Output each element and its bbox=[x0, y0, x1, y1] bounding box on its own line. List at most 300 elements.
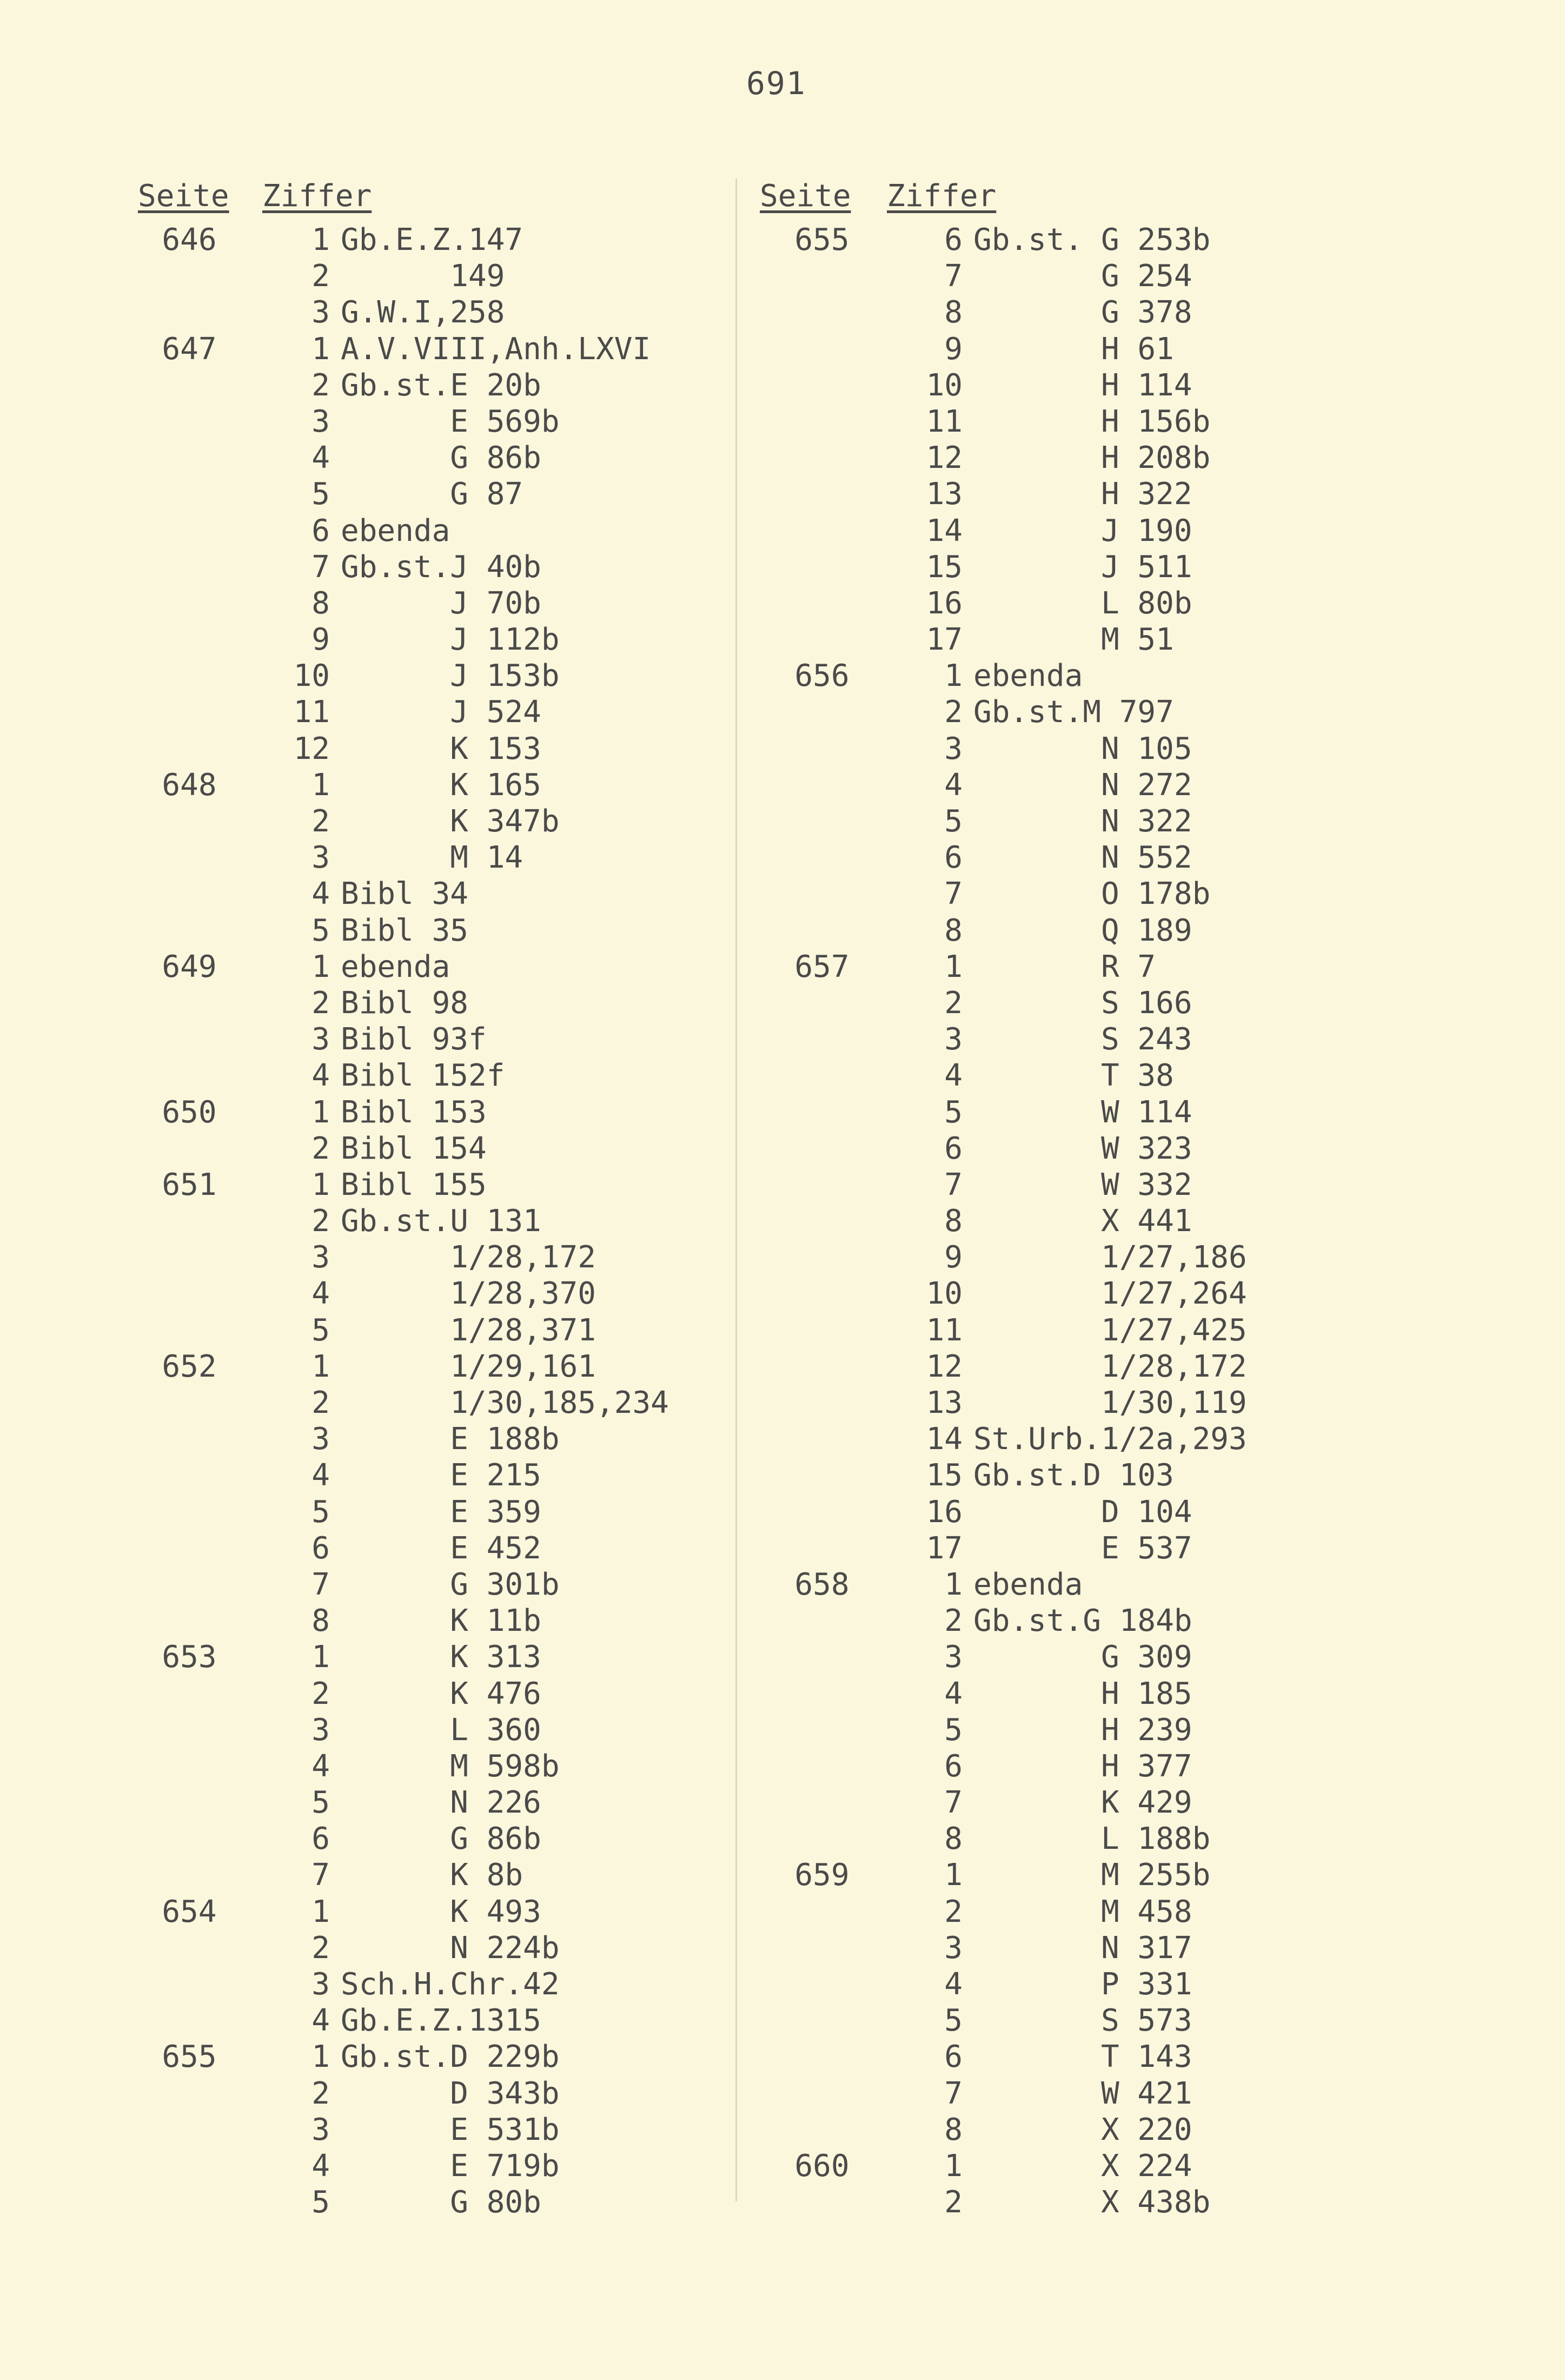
index-row bbox=[768, 258, 1471, 294]
index-row bbox=[768, 294, 1471, 330]
ziffer-cell: 12 bbox=[293, 731, 330, 766]
reference-cell: J 524 bbox=[341, 695, 541, 730]
ziffer-cell: 12 bbox=[926, 1348, 963, 1384]
index-row bbox=[135, 1057, 838, 1094]
index-row bbox=[135, 1821, 838, 1857]
ziffer-cell: 6 bbox=[944, 840, 963, 876]
ziffer-cell: 16 bbox=[926, 585, 963, 621]
seite-cell: 657 bbox=[794, 949, 850, 984]
ziffer-cell: 5 bbox=[944, 1712, 963, 1748]
index-row bbox=[768, 2002, 1471, 2039]
ziffer-cell: 1 bbox=[311, 1639, 330, 1675]
index-row bbox=[768, 1857, 1471, 1893]
ziffer-cell: 7 bbox=[944, 1167, 963, 1202]
index-row bbox=[768, 1748, 1471, 1784]
seite-cell: 647 bbox=[162, 331, 217, 367]
reference-cell: ebenda bbox=[341, 949, 450, 984]
ziffer-cell: 15 bbox=[926, 549, 963, 585]
index-row bbox=[135, 1021, 838, 1057]
ziffer-cell: 5 bbox=[944, 1094, 963, 1130]
reference-cell: P 331 bbox=[973, 1967, 1192, 2002]
reference-cell: E 719b bbox=[341, 2148, 560, 2184]
reference-cell: G 301b bbox=[341, 1566, 560, 1602]
reference-cell: K 153 bbox=[341, 731, 541, 766]
reference-cell: K 347b bbox=[341, 804, 560, 839]
ziffer-cell: 1 bbox=[311, 949, 330, 984]
reference-cell: Gb.st.J 40b bbox=[341, 549, 541, 585]
reference-cell: ebenda bbox=[973, 1566, 1083, 1602]
index-row bbox=[768, 513, 1471, 549]
ziffer-cell: 5 bbox=[311, 477, 330, 512]
reference-cell: K 493 bbox=[341, 1894, 541, 1929]
reference-cell: 1/27,425 bbox=[973, 1312, 1247, 1348]
ziffer-cell: 1 bbox=[311, 767, 330, 803]
ziffer-cell: 6 bbox=[311, 513, 330, 548]
ziffer-cell: 2 bbox=[311, 1676, 330, 1711]
ziffer-cell: 3 bbox=[944, 1930, 963, 1966]
ziffer-cell: 11 bbox=[926, 404, 963, 439]
index-row bbox=[135, 1676, 838, 1712]
ziffer-cell: 5 bbox=[944, 804, 963, 839]
index-row bbox=[768, 2184, 1471, 2220]
index-row bbox=[768, 222, 1471, 258]
reference-cell: H 185 bbox=[973, 1676, 1192, 1711]
index-row bbox=[135, 1712, 838, 1748]
index-row bbox=[768, 1494, 1471, 1530]
ziffer-cell: 3 bbox=[944, 1639, 963, 1675]
index-row bbox=[135, 2184, 838, 2220]
reference-cell: H 239 bbox=[973, 1712, 1192, 1748]
ziffer-cell: 12 bbox=[926, 440, 963, 476]
reference-cell: K 313 bbox=[341, 1639, 541, 1675]
index-row bbox=[768, 331, 1471, 367]
reference-cell: 1/27,186 bbox=[973, 1240, 1247, 1275]
reference-cell: H 156b bbox=[973, 404, 1211, 439]
ziffer-cell: 2 bbox=[311, 1204, 330, 1239]
ziffer-cell: 2 bbox=[944, 1603, 963, 1639]
ziffer-cell: 5 bbox=[311, 2185, 330, 2220]
index-row bbox=[768, 1421, 1471, 1457]
reference-cell: 1/28,172 bbox=[341, 1240, 596, 1275]
ziffer-cell: 13 bbox=[926, 1385, 963, 1420]
index-row bbox=[135, 767, 838, 803]
index-row bbox=[135, 1130, 838, 1167]
index-row bbox=[768, 1167, 1471, 1203]
index-row bbox=[768, 839, 1471, 876]
reference-cell: J 511 bbox=[973, 549, 1192, 585]
index-row bbox=[135, 985, 838, 1021]
index-row bbox=[768, 1130, 1471, 1167]
index-row bbox=[135, 1167, 838, 1203]
reference-cell: N 272 bbox=[973, 767, 1192, 803]
reference-cell: H 114 bbox=[973, 367, 1192, 403]
reference-cell: Bibl 155 bbox=[341, 1167, 487, 1202]
reference-cell: Gb.E.Z.1315 bbox=[341, 2003, 541, 2039]
index-row bbox=[135, 839, 838, 876]
ziffer-cell: 4 bbox=[311, 440, 330, 476]
index-row bbox=[768, 622, 1471, 658]
reference-cell: Gb.st.E 20b bbox=[341, 367, 541, 403]
reference-cell: N 105 bbox=[973, 731, 1192, 766]
ziffer-cell: 4 bbox=[944, 1058, 963, 1094]
index-row bbox=[768, 1566, 1471, 1603]
ziffer-cell: 8 bbox=[944, 295, 963, 330]
index-row bbox=[768, 1312, 1471, 1348]
ziffer-cell: 11 bbox=[926, 1312, 963, 1348]
ziffer-cell: 4 bbox=[311, 1458, 330, 1493]
ziffer-cell: 6 bbox=[944, 1748, 963, 1784]
index-row bbox=[768, 1385, 1471, 1421]
index-row bbox=[135, 1094, 838, 1130]
seite-cell: 656 bbox=[794, 658, 850, 694]
index-row bbox=[135, 1348, 838, 1385]
index-row bbox=[768, 1603, 1471, 1639]
reference-cell: K 476 bbox=[341, 1676, 541, 1711]
ziffer-cell: 2 bbox=[311, 2075, 330, 2111]
reference-cell: 1/28,370 bbox=[341, 1276, 596, 1312]
index-row bbox=[135, 803, 838, 839]
ziffer-cell: 4 bbox=[944, 1676, 963, 1711]
ziffer-cell: 3 bbox=[311, 1967, 330, 2002]
reference-cell: H 61 bbox=[973, 331, 1174, 367]
ziffer-cell: 2 bbox=[944, 695, 963, 730]
ziffer-cell: 2 bbox=[311, 1930, 330, 1966]
reference-cell: Bibl 98 bbox=[341, 985, 469, 1021]
ziffer-cell: 17 bbox=[926, 1530, 963, 1566]
index-row bbox=[768, 731, 1471, 767]
reference-cell: X 224 bbox=[973, 2148, 1192, 2184]
ziffer-cell: 2 bbox=[311, 1130, 330, 1166]
ziffer-cell: 3 bbox=[311, 2112, 330, 2147]
left-header-seite: Seite bbox=[138, 178, 229, 214]
reference-cell: L 188b bbox=[973, 1821, 1211, 1857]
reference-cell: H 377 bbox=[973, 1748, 1192, 1784]
index-row bbox=[135, 1639, 838, 1675]
ziffer-cell: 3 bbox=[311, 840, 330, 876]
index-row bbox=[135, 1930, 838, 1966]
index-row bbox=[135, 1203, 838, 1239]
seite-cell: 654 bbox=[162, 1894, 217, 1929]
reference-cell: G 86b bbox=[341, 1821, 541, 1857]
index-row bbox=[135, 694, 838, 730]
reference-cell: K 165 bbox=[341, 767, 541, 803]
reference-cell: Q 189 bbox=[973, 913, 1192, 948]
reference-cell: 1/28,371 bbox=[341, 1312, 596, 1348]
reference-cell: S 573 bbox=[973, 2003, 1192, 2039]
ziffer-cell: 1 bbox=[311, 1094, 330, 1130]
ziffer-cell: 3 bbox=[944, 1022, 963, 1057]
reference-cell: E 359 bbox=[341, 1494, 541, 1530]
index-row bbox=[768, 1057, 1471, 1094]
reference-cell: N 322 bbox=[973, 804, 1192, 839]
index-row bbox=[135, 440, 838, 476]
seite-cell: 658 bbox=[794, 1566, 850, 1602]
ziffer-cell: 1 bbox=[311, 222, 330, 257]
reference-cell: J 190 bbox=[973, 513, 1192, 548]
ziffer-cell: 4 bbox=[311, 1748, 330, 1784]
reference-cell: S 243 bbox=[973, 1022, 1192, 1057]
ziffer-cell: 1 bbox=[944, 658, 963, 694]
reference-cell: W 421 bbox=[973, 2075, 1192, 2111]
ziffer-cell: 15 bbox=[926, 1458, 963, 1493]
ziffer-cell: 1 bbox=[311, 1348, 330, 1384]
ziffer-cell: 11 bbox=[293, 695, 330, 730]
ziffer-cell: 8 bbox=[311, 585, 330, 621]
ziffer-cell: 4 bbox=[311, 1058, 330, 1094]
reference-cell: O 178b bbox=[973, 876, 1211, 912]
ziffer-cell: 6 bbox=[944, 222, 963, 257]
reference-cell: X 438b bbox=[973, 2185, 1211, 2220]
ziffer-cell: 2 bbox=[944, 1894, 963, 1929]
seite-cell: 652 bbox=[162, 1348, 217, 1384]
ziffer-cell: 8 bbox=[944, 1821, 963, 1857]
reference-cell: T 143 bbox=[973, 2039, 1192, 2075]
index-row bbox=[135, 2039, 838, 2075]
index-row bbox=[135, 1966, 838, 2002]
ziffer-cell: 9 bbox=[944, 331, 963, 367]
reference-cell: 1/29,161 bbox=[341, 1348, 596, 1384]
ziffer-cell: 6 bbox=[311, 1530, 330, 1566]
index-row bbox=[768, 658, 1471, 694]
reference-cell: R 7 bbox=[973, 949, 1156, 984]
ziffer-cell: 3 bbox=[944, 731, 963, 766]
ziffer-cell: 5 bbox=[311, 1785, 330, 1821]
index-row bbox=[768, 1530, 1471, 1566]
index-row bbox=[768, 2112, 1471, 2148]
index-row bbox=[768, 1348, 1471, 1385]
ziffer-cell: 10 bbox=[926, 1276, 963, 1312]
index-row bbox=[768, 404, 1471, 440]
reference-cell: L 80b bbox=[973, 585, 1192, 621]
index-row bbox=[768, 1239, 1471, 1275]
reference-cell: Gb.st. G 253b bbox=[973, 222, 1211, 257]
reference-cell: S 166 bbox=[973, 985, 1192, 1021]
reference-cell: M 598b bbox=[341, 1748, 560, 1784]
ziffer-cell: 14 bbox=[926, 1422, 963, 1457]
index-row bbox=[768, 1676, 1471, 1712]
index-row bbox=[768, 913, 1471, 949]
index-row bbox=[135, 1857, 838, 1893]
reference-cell: E 569b bbox=[341, 404, 560, 439]
ziffer-cell: 4 bbox=[311, 2148, 330, 2184]
reference-cell: Gb.E.Z.147 bbox=[341, 222, 523, 257]
index-row bbox=[135, 1494, 838, 1530]
ziffer-cell: 7 bbox=[944, 259, 963, 294]
reference-cell: 1/30,185,234 bbox=[341, 1385, 669, 1420]
index-row bbox=[135, 404, 838, 440]
right-header-seite: Seite bbox=[760, 178, 851, 214]
reference-cell: W 323 bbox=[973, 1130, 1192, 1166]
ziffer-cell: 3 bbox=[311, 1422, 330, 1457]
ziffer-cell: 5 bbox=[944, 2003, 963, 2039]
ziffer-cell: 8 bbox=[944, 913, 963, 948]
index-row bbox=[135, 1530, 838, 1566]
index-row bbox=[135, 622, 838, 658]
seite-cell: 653 bbox=[162, 1639, 217, 1675]
ziffer-cell: 3 bbox=[311, 295, 330, 330]
ziffer-cell: 4 bbox=[311, 2003, 330, 2039]
reference-cell: J 112b bbox=[341, 622, 560, 658]
seite-cell: 649 bbox=[162, 949, 217, 984]
ziffer-cell: 10 bbox=[926, 367, 963, 403]
index-row bbox=[135, 476, 838, 512]
ziffer-cell: 5 bbox=[311, 913, 330, 948]
ziffer-cell: 16 bbox=[926, 1494, 963, 1530]
index-row bbox=[768, 367, 1471, 404]
reference-cell: G 80b bbox=[341, 2185, 541, 2220]
ziffer-cell: 2 bbox=[311, 1385, 330, 1420]
ziffer-cell: 1 bbox=[311, 1894, 330, 1929]
reference-cell: Bibl 152f bbox=[341, 1058, 505, 1094]
index-row bbox=[135, 731, 838, 767]
ziffer-cell: 1 bbox=[944, 1857, 963, 1893]
reference-cell: 149 bbox=[341, 259, 505, 294]
index-row bbox=[768, 1966, 1471, 2002]
index-row bbox=[135, 2075, 838, 2112]
reference-cell: J 70b bbox=[341, 585, 541, 621]
reference-cell: 1/28,172 bbox=[973, 1348, 1247, 1384]
ziffer-cell: 10 bbox=[293, 658, 330, 694]
reference-cell: G.W.I,258 bbox=[341, 295, 505, 330]
ziffer-cell: 9 bbox=[311, 622, 330, 658]
reference-cell: 1/27,264 bbox=[973, 1276, 1247, 1312]
ziffer-cell: 3 bbox=[311, 1712, 330, 1748]
ziffer-cell: 1 bbox=[944, 2148, 963, 2184]
reference-cell: ebenda bbox=[973, 658, 1083, 694]
ziffer-cell: 7 bbox=[944, 1785, 963, 1821]
reference-cell: Gb.st.D 229b bbox=[341, 2039, 560, 2075]
ziffer-cell: 3 bbox=[311, 1240, 330, 1275]
reference-cell: E 537 bbox=[973, 1530, 1192, 1566]
index-row bbox=[768, 1894, 1471, 1930]
reference-cell: X 220 bbox=[973, 2112, 1192, 2147]
index-row bbox=[768, 476, 1471, 512]
ziffer-cell: 1 bbox=[311, 331, 330, 367]
index-row bbox=[768, 985, 1471, 1021]
ziffer-cell: 3 bbox=[311, 404, 330, 439]
ziffer-cell: 6 bbox=[311, 1821, 330, 1857]
ziffer-cell: 2 bbox=[944, 985, 963, 1021]
ziffer-cell: 7 bbox=[311, 549, 330, 585]
index-row bbox=[135, 1603, 838, 1639]
index-row bbox=[768, 694, 1471, 730]
index-row bbox=[768, 1094, 1471, 1130]
seite-cell: 650 bbox=[162, 1094, 217, 1130]
ziffer-cell: 8 bbox=[944, 2112, 963, 2147]
seite-cell: 655 bbox=[794, 222, 850, 257]
reference-cell: W 332 bbox=[973, 1167, 1192, 1202]
ziffer-cell: 7 bbox=[944, 876, 963, 912]
reference-cell: M 458 bbox=[973, 1894, 1192, 1929]
ziffer-cell: 2 bbox=[944, 2185, 963, 2220]
ziffer-cell: 2 bbox=[311, 804, 330, 839]
reference-cell: N 226 bbox=[341, 1785, 541, 1821]
index-row bbox=[768, 1639, 1471, 1675]
index-row bbox=[135, 1566, 838, 1603]
reference-cell: G 309 bbox=[973, 1639, 1192, 1675]
reference-cell: G 86b bbox=[341, 440, 541, 476]
right-header-ziffer: Ziffer bbox=[887, 178, 997, 214]
index-row bbox=[135, 1894, 838, 1930]
reference-cell: Bibl 35 bbox=[341, 913, 469, 948]
reference-cell: Sch.H.Chr.42 bbox=[341, 1967, 560, 2002]
index-row bbox=[135, 2112, 838, 2148]
index-row bbox=[135, 2148, 838, 2184]
index-row bbox=[768, 767, 1471, 803]
reference-cell: Bibl 93f bbox=[341, 1022, 487, 1057]
index-row bbox=[768, 949, 1471, 985]
index-row bbox=[135, 222, 838, 258]
reference-cell: M 255b bbox=[973, 1857, 1211, 1893]
index-row bbox=[768, 2148, 1471, 2184]
reference-cell: Bibl 153 bbox=[341, 1094, 487, 1130]
reference-cell: Bibl 154 bbox=[341, 1130, 487, 1166]
seite-cell: 660 bbox=[794, 2148, 850, 2184]
ziffer-cell: 5 bbox=[311, 1494, 330, 1530]
right-index-column bbox=[768, 222, 1471, 2220]
reference-cell: E 531b bbox=[341, 2112, 560, 2147]
ziffer-cell: 2 bbox=[311, 985, 330, 1021]
index-row bbox=[135, 1275, 838, 1312]
index-row bbox=[768, 803, 1471, 839]
ziffer-cell: 4 bbox=[311, 1276, 330, 1312]
reference-cell: G 378 bbox=[973, 295, 1192, 330]
reference-cell: ebenda bbox=[341, 513, 450, 548]
reference-cell: K 8b bbox=[341, 1857, 523, 1893]
index-row bbox=[135, 294, 838, 330]
ziffer-cell: 4 bbox=[944, 1967, 963, 2002]
reference-cell: Gb.st.G 184b bbox=[973, 1603, 1192, 1639]
index-row bbox=[135, 1457, 838, 1493]
index-row bbox=[135, 658, 838, 694]
ziffer-cell: 17 bbox=[926, 622, 963, 658]
reference-cell: D 343b bbox=[341, 2075, 560, 2111]
reference-cell: W 114 bbox=[973, 1094, 1192, 1130]
index-row bbox=[135, 331, 838, 367]
index-row bbox=[768, 549, 1471, 585]
left-header-ziffer: Ziffer bbox=[262, 178, 372, 214]
index-row bbox=[135, 1312, 838, 1348]
ziffer-cell: 8 bbox=[944, 1204, 963, 1239]
reference-cell: G 254 bbox=[973, 259, 1192, 294]
index-row bbox=[768, 1457, 1471, 1493]
ziffer-cell: 6 bbox=[944, 2039, 963, 2075]
seite-cell: 651 bbox=[162, 1167, 217, 1202]
reference-cell: Gb.st.M 797 bbox=[973, 695, 1174, 730]
reference-cell: N 552 bbox=[973, 840, 1192, 876]
seite-cell: 659 bbox=[794, 1857, 850, 1893]
index-row bbox=[768, 585, 1471, 622]
ziffer-cell: 8 bbox=[311, 1603, 330, 1639]
reference-cell: H 322 bbox=[973, 477, 1192, 512]
reference-cell: T 38 bbox=[973, 1058, 1174, 1094]
ziffer-cell: 7 bbox=[944, 2075, 963, 2111]
left-index-column bbox=[135, 222, 838, 2220]
index-row bbox=[135, 585, 838, 622]
reference-cell: E 452 bbox=[341, 1530, 541, 1566]
reference-cell: J 153b bbox=[341, 658, 560, 694]
index-row bbox=[135, 913, 838, 949]
ziffer-cell: 3 bbox=[311, 1022, 330, 1057]
reference-cell: M 51 bbox=[973, 622, 1174, 658]
reference-cell: H 208b bbox=[973, 440, 1211, 476]
ziffer-cell: 1 bbox=[311, 2039, 330, 2075]
index-row bbox=[135, 949, 838, 985]
index-row bbox=[768, 440, 1471, 476]
reference-cell: Gb.st.D 103 bbox=[973, 1458, 1174, 1493]
index-row bbox=[135, 549, 838, 585]
index-row bbox=[768, 2039, 1471, 2075]
